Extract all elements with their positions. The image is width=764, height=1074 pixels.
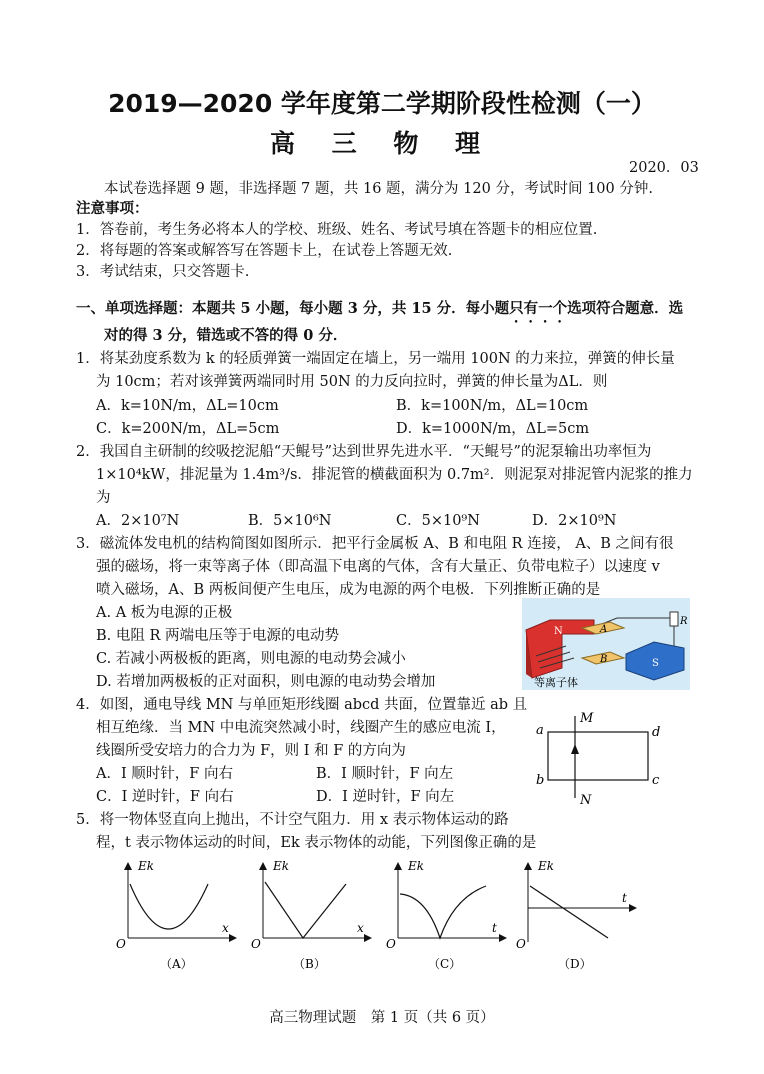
q4-option-d: D．I 逆时针，F 向左 [316,789,455,805]
q2-option-b: B．5×10⁶N [248,513,332,529]
q2-line-1: 2．我国自主研制的绞吸挖泥船“天鲲号”达到世界先进水平．“天鲲号”的泥泵输出功率恒为 [76,444,652,460]
graph-a-ylabel: Ek [138,859,155,873]
magnet-north-label: N [554,626,563,637]
q5-line-1: 5．将一物体竖直向上抛出，不计空气阻力．用 x 表示物体运动的路 [76,812,509,828]
section-1-heading [76,297,683,326]
q3-option-b: B. 电阻 R 两端电压等于电源的电动势 [96,628,340,644]
section-1-emphasis: 只有一个 [509,300,568,317]
graph-c-curve [400,886,486,938]
q4-line-3: 线圈所受安培力的合力为 F，则 I 和 F 的方向为 [96,743,406,759]
graph-b-origin: O [251,937,261,951]
q5-graphs [108,856,698,976]
page-title: 2019—2020 学年度第二学期阶段性检测（一） [108,89,656,118]
q1-line-2: 为 10cm；若对该弹簧两端同时用 50N 的力反向拉时，弹簧的伸长量为ΔL．则 [96,374,608,390]
q2-option-d: D．2×10⁹N [532,513,617,529]
q4-option-a: A．I 顺时针，F 向右 [96,766,233,782]
q4-option-b: B．I 顺时针，F 向左 [316,766,454,782]
graph-c-xlabel: t [492,921,497,935]
graph-a-xlabel: x [222,921,229,935]
notes-item-1: 1．答卷前，考生务必将本人的学校、班级、姓名、考试号填在答题卡的相应位置. [76,222,598,238]
section-1-heading-suffix: 选项符合题意．选 [567,300,684,317]
graph-b [251,859,368,971]
q4-option-c: C．I 逆时针，F 向右 [96,789,234,805]
q2-line-2: 1×10⁴kW，排泥量为 1.4m³/s．排泥管的横截面积为 0.7m²．则泥泵对排泥管内泥浆的推力 [96,467,693,483]
graph-c-origin: O [386,937,396,951]
q1-option-b: B．k=100N/m，ΔL=10cm [396,398,589,414]
graph-d [516,859,633,971]
q3-line-1: 3．磁流体发电机的结构简图如图所示．把平行金属板 A、B 和电阻 R 连接， A、B 之间有很 [76,536,674,552]
q4-line-2: 相互绝缘．当 MN 中电流突然减小时，线圈产生的感应电流 I， [96,720,506,736]
label-m: M [580,711,594,726]
label-b: b [536,773,545,788]
q3-option-a: A. A 板为电源的正极 [96,605,233,621]
graph-b-caption: （B） [293,957,326,971]
section-1-scoring: 对的得 3 分，错选或不答的得 0 分． [104,327,348,344]
q4-line-1: 4．如图，通电导线 MN 与单匝矩形线圈 abcd 共面，位置靠近 ab 且 [76,697,528,713]
resistor-label: R [680,616,688,627]
q2-option-a: A．2×10⁷N [96,513,180,529]
graph-a [116,859,233,971]
notes-item-3: 3．考试结束，只交答题卡. [76,264,250,280]
graph-d-ylabel: Ek [538,859,555,873]
exam-intro: 本试卷选择题 9 题，非选择题 7 题，共 16 题，满分为 120 分，考试时间 100 分钟. [104,181,653,197]
plate-a-label: A [600,624,608,635]
graph-a-caption: （A） [160,957,193,971]
wire-loop-figure [530,708,670,808]
section-1-heading-prefix: 一、单项选择题：本题共 5 小题，每小题 3 分，共 15 分．每小题 [76,300,510,317]
q3-option-c: C. 若减小两极板的距离，则电源的电动势会减小 [96,651,406,667]
notes-heading: 注意事项： [76,200,149,217]
graph-c-ylabel: Ek [408,859,425,873]
page-footer: 高三物理试题 第 1 页（共 6 页） [269,1010,495,1026]
current-arrow-icon [571,744,579,754]
graph-d-curve [530,886,608,938]
q2-line-3: 为 [96,490,111,506]
graph-a-origin: O [116,937,126,951]
q1-option-c: C．k=200N/m，ΔL=5cm [96,421,280,437]
graph-b-ylabel: Ek [273,859,290,873]
graph-b-curve [265,882,346,938]
magnet-south-label: S [652,658,659,669]
q1-line-1: 1．将某劲度系数为 k 的轻质弹簧一端固定在墙上，另一端用 100N 的力来拉，弹簧的伸长量 [76,351,675,367]
q1-option-d: D．k=1000N/m，ΔL=5cm [396,421,590,437]
mhd-generator-figure [522,598,690,690]
label-c: c [652,773,660,788]
label-a: a [536,723,544,738]
notes-item-2: 2．将每题的答案或解答写在答题卡上，在试卷上答题无效. [76,243,453,259]
q1-option-a: A．k=10N/m，ΔL=10cm [96,398,279,414]
graph-b-xlabel: x [357,921,364,935]
graph-d-caption: （D） [558,957,592,971]
graph-d-origin: O [516,937,526,951]
label-d: d [652,725,661,740]
page-subtitle: 高 三 物 理 [269,129,495,158]
q3-line-2: 强的磁场，将一束等离子体（即高温下电离的气体，含有大量正、负带电粒子）以速度 v [96,559,660,575]
plasma-caption: 等离子体 [534,676,578,689]
label-n: N [580,793,592,808]
q3-option-d: D. 若增加两极板的正对面积，则电源的电动势会增加 [96,674,436,690]
q2-option-c: C．5×10⁹N [396,513,480,529]
q3-line-3: 喷入磁场，A、B 两板间便产生电压，成为电源的两个电极．下列推断正确的是 [96,582,601,598]
graph-a-curve [130,884,208,929]
graph-d-xlabel: t [622,891,627,905]
graph-c-caption: （C） [428,957,462,971]
resistor [670,612,678,626]
graph-c [386,859,503,971]
exam-date: 2020．03 [629,160,699,176]
q5-line-2: 程，t 表示物体运动的时间，Ek 表示物体的动能，下列图像正确的是 [96,835,537,851]
rectangular-loop [548,732,648,780]
plate-b-label: B [600,654,608,665]
